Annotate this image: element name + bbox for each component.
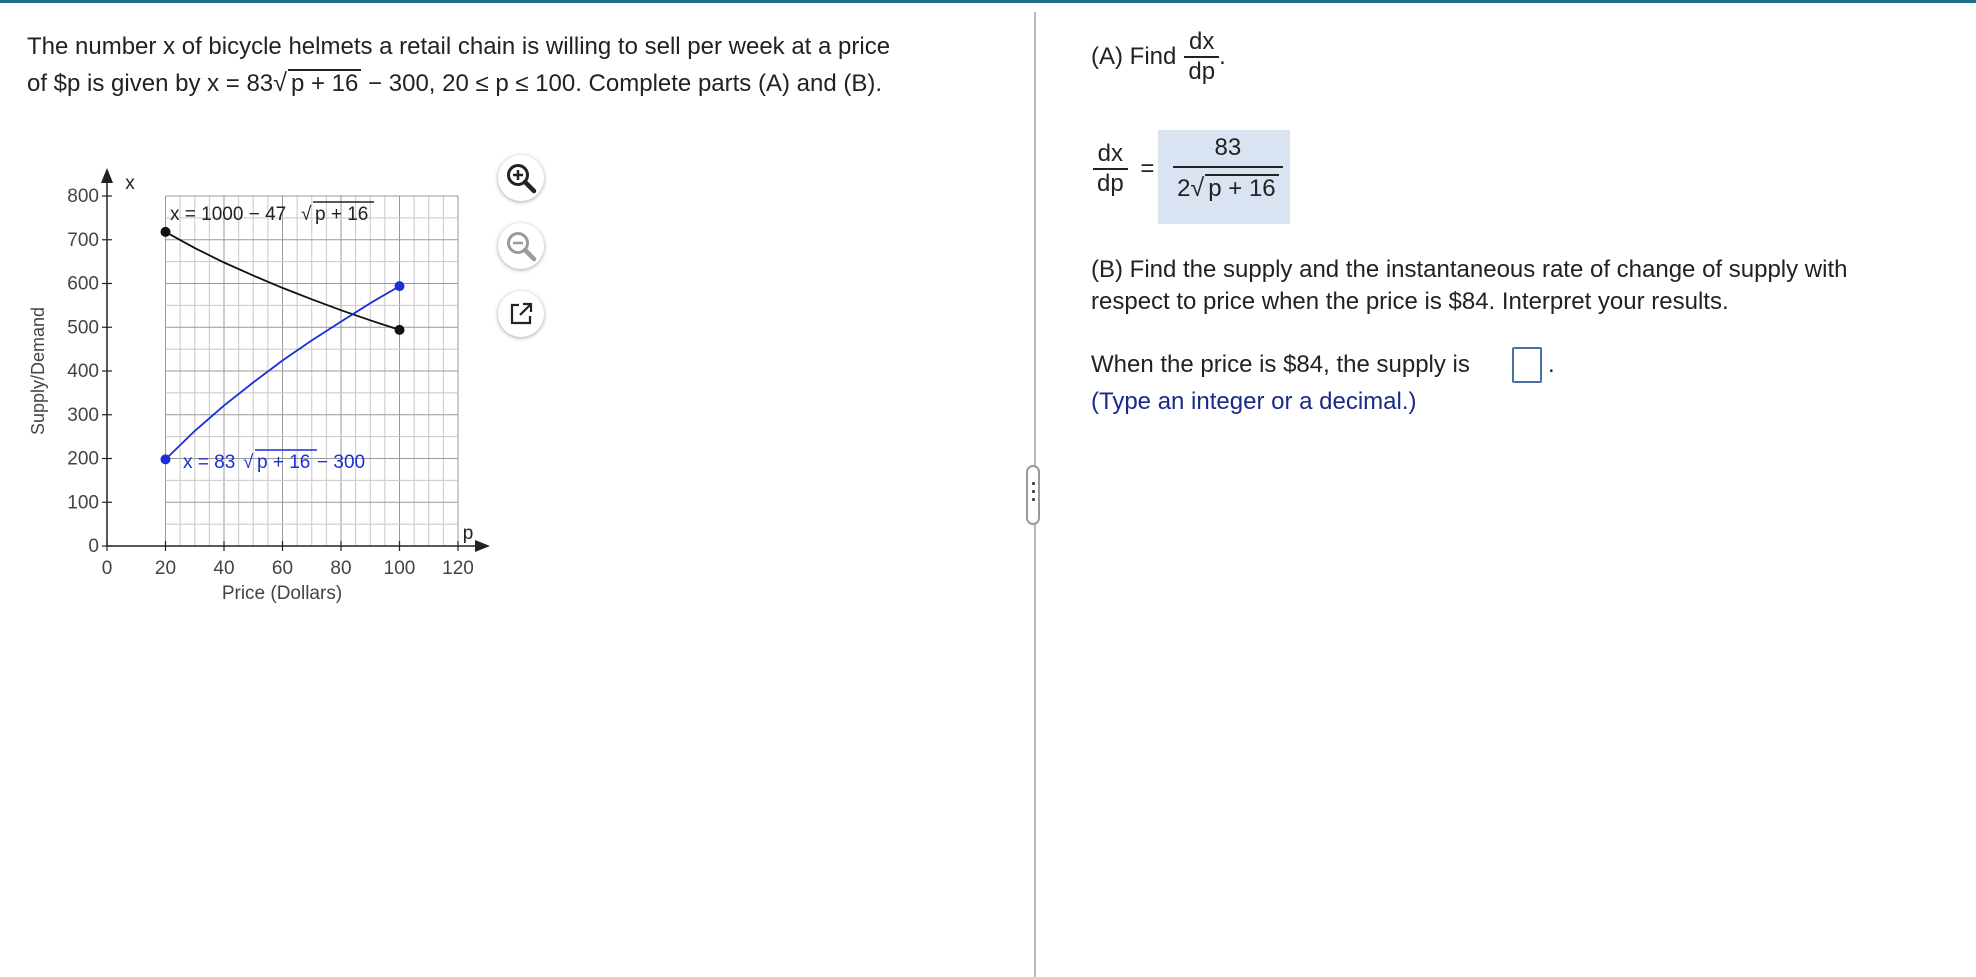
part-a-answer-den-coef: 2 [1177,175,1191,202]
supply-label-prefix: x = 83 [183,452,236,473]
part-a-derivative [1184,28,1219,86]
demand-curve-label [170,202,374,225]
part-a-answer-den: 2√ p + 16 [1173,168,1283,203]
y-tick-label: 600 [67,273,99,295]
part-a-lhs [1093,140,1128,198]
demand-label-radicand: p + 16 [315,204,369,225]
part-a-num: dx [1189,28,1215,55]
part-a-answer [1173,134,1283,203]
part-a-answer-radicand: p + 16 [1205,174,1278,202]
supply-label-radical: √ [243,452,254,473]
supply-prompt: When the price is $84, the supply is [1091,351,1470,378]
part-b-question [1091,254,1847,318]
x-tick-label: 0 [101,558,113,579]
zoom-in-button[interactable] [498,155,544,201]
question-pane [0,3,1034,977]
x-tick-label: 100 [383,558,416,579]
x-tick-label: 60 [271,558,294,579]
y-tick-label: 100 [67,492,99,514]
part-a-answer-num: 83 [1214,134,1242,161]
problem-line-2-prefix: of $p is given by x = 83 [27,70,274,97]
demand-label-prefix: x = 1000 − 47 [170,204,287,225]
y-tick-label: 800 [67,186,99,207]
y-tick-label: 500 [67,317,99,339]
part-a-find-label: (A) Find [1091,43,1177,70]
zoom-out-icon [504,229,538,263]
part-a-prompt [1091,28,1226,86]
popout-button[interactable] [498,291,544,337]
x-tick-label: 80 [330,558,352,579]
pane-splitter-handle[interactable] [1026,465,1040,525]
graph-grid [166,196,459,546]
supply-curve-label [183,450,365,473]
sqrt-expression: √ p + 16 [273,65,361,102]
x-axis-title: Price (Dollars) [221,583,343,604]
part-b-line-2: respect to price when the price is $84. Interpret your results. [1091,288,1729,315]
problem-line-1: The number x of bicycle helmets a retail chain is willing to sell per week at a price [27,33,891,60]
answer-format-hint: (Type an integer or a decimal.) [1091,388,1417,415]
demand-label-radical: √ [301,204,312,225]
y-tick-label: 200 [67,448,99,470]
part-a-lhs-den: dp [1097,169,1124,197]
part-a-den: dp [1188,58,1216,85]
y-axis-title: Supply/Demand [28,306,48,436]
equals-sign: = [1140,154,1155,182]
zoom-out-button[interactable] [498,223,544,269]
supply-label-suffix: − 300 [317,452,366,473]
supply-demand-graph [0,133,560,613]
y-variable-label: x [125,173,135,194]
y-axis-arrow [101,168,113,183]
supply-endpoint [395,281,405,291]
supply-endpoint [161,454,171,464]
x-variable-label: p [462,523,474,544]
demand-endpoint [161,227,171,237]
y-tick-label: 300 [67,404,99,426]
graph-axes [67,168,490,579]
y-tick-label: 700 [67,229,99,251]
part-b-line-1: (B) Find the supply and the instantaneous rate of change of supply with [1091,256,1848,283]
problem-line-2-suffix: − 300, 20 ≤ p ≤ 100. Complete parts (A) and (B). [361,70,882,97]
x-tick-label: 120 [442,558,474,579]
problem-statement [27,29,1027,102]
supply-label-radicand: p + 16 [257,452,311,473]
x-tick-label: 40 [213,558,235,579]
demand-endpoint [395,325,405,335]
problem-line-2 [27,65,1027,102]
part-a-lhs-num: dx [1097,139,1124,167]
part-a-period: . [1219,43,1226,70]
x-tick-label: 20 [154,558,177,579]
supply-period: . [1548,351,1555,378]
y-tick-label: 400 [67,361,99,382]
supply-answer-input[interactable] [1512,347,1542,383]
x-axis-arrow [475,540,490,552]
zoom-in-icon [504,161,538,195]
popout-icon [506,299,536,329]
sqrt-radicand: p + 16 [288,69,361,97]
drag-handle-icon [1032,482,1035,506]
part-a-answer-row [1093,134,1283,203]
y-tick-label: 0 [88,536,99,557]
